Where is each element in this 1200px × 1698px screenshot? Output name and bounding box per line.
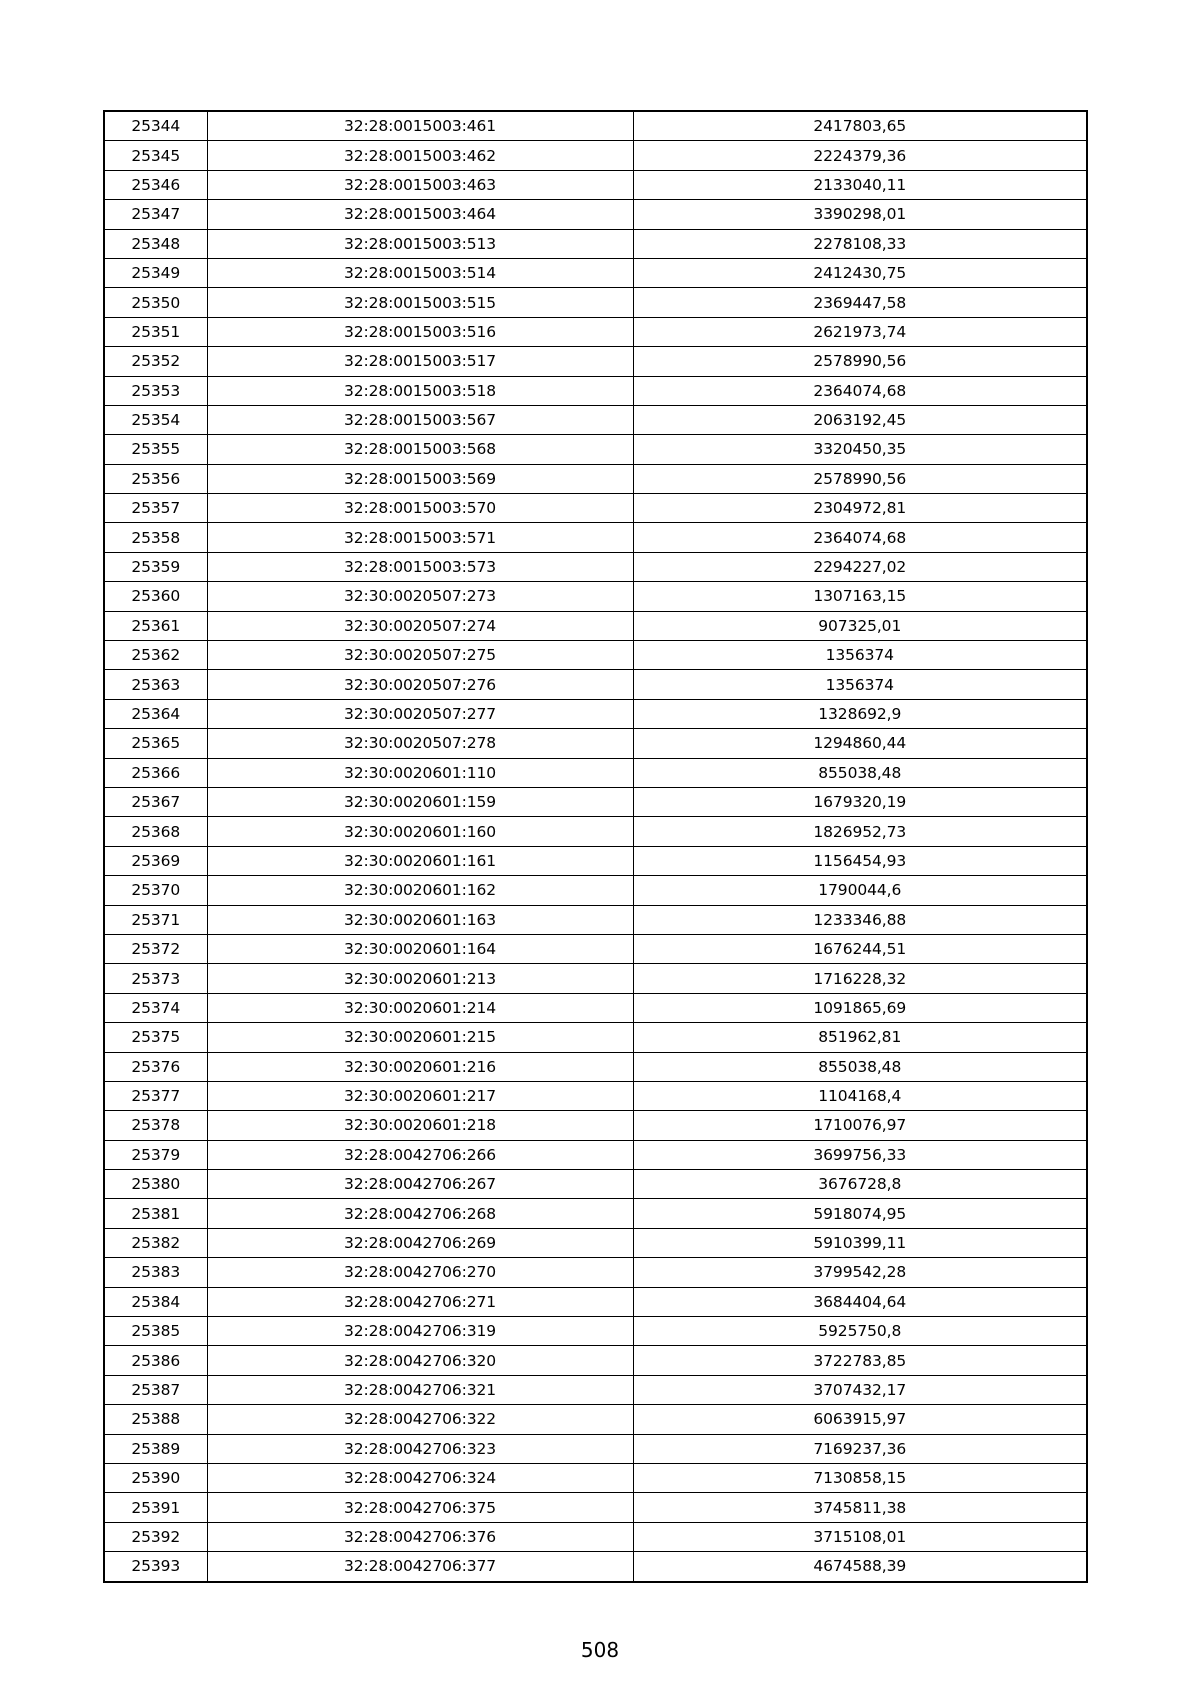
table-row [104,1552,1087,1582]
row-number-cell: 25386 [104,1346,207,1375]
cadastral-number-cell: 32:30:0020507:273 [207,582,633,611]
table-row [104,405,1087,434]
table-row [104,317,1087,346]
cadastral-number-cell: 32:30:0020601:164 [207,934,633,963]
value-cell: 2224379,36 [633,141,1087,170]
cadastral-number-cell: 32:30:0020507:278 [207,729,633,758]
cadastral-number-cell: 32:28:0015003:464 [207,200,633,229]
cadastral-number-cell: 32:28:0042706:320 [207,1346,633,1375]
table-row [104,464,1087,493]
cadastral-number-cell: 32:28:0015003:567 [207,405,633,434]
value-cell: 2369447,58 [633,288,1087,317]
cadastral-number-cell: 32:28:0015003:570 [207,494,633,523]
row-number-cell: 25348 [104,229,207,258]
cadastral-number-cell: 32:28:0042706:323 [207,1434,633,1463]
row-number-cell: 25370 [104,876,207,905]
cadastral-number-cell: 32:30:0020601:213 [207,964,633,993]
row-number-cell: 25387 [104,1375,207,1404]
row-number-cell: 25381 [104,1199,207,1228]
table-row [104,758,1087,787]
value-cell: 3320450,35 [633,435,1087,464]
table-row [104,1111,1087,1140]
value-cell: 5910399,11 [633,1228,1087,1257]
value-cell: 7169237,36 [633,1434,1087,1463]
table-row [104,1052,1087,1081]
table-row [104,494,1087,523]
row-number-cell: 25363 [104,670,207,699]
table-row [104,817,1087,846]
cadastral-number-cell: 32:28:0015003:461 [207,111,633,141]
cadastral-number-cell: 32:30:0020601:218 [207,1111,633,1140]
value-cell: 1356374 [633,670,1087,699]
cadastral-number-cell: 32:28:0042706:322 [207,1405,633,1434]
row-number-cell: 25368 [104,817,207,846]
value-cell: 3722783,85 [633,1346,1087,1375]
value-cell: 1790044,6 [633,876,1087,905]
cadastral-number-cell: 32:28:0015003:515 [207,288,633,317]
table-row [104,288,1087,317]
value-cell: 2063192,45 [633,405,1087,434]
table-row [104,905,1087,934]
table-row [104,1463,1087,1492]
table-row [104,229,1087,258]
value-cell: 7130858,15 [633,1463,1087,1492]
row-number-cell: 25383 [104,1258,207,1287]
row-number-cell: 25379 [104,1140,207,1169]
cadastral-number-cell: 32:28:0015003:462 [207,141,633,170]
value-cell: 1156454,93 [633,846,1087,875]
cadastral-number-cell: 32:30:0020507:277 [207,699,633,728]
row-number-cell: 25392 [104,1522,207,1551]
row-number-cell: 25393 [104,1552,207,1582]
table-row [104,1023,1087,1052]
row-number-cell: 25347 [104,200,207,229]
row-number-cell: 25362 [104,641,207,670]
cadastral-number-cell: 32:28:0042706:271 [207,1287,633,1316]
cadastral-number-cell: 32:30:0020507:276 [207,670,633,699]
table-row [104,1228,1087,1257]
value-cell: 2278108,33 [633,229,1087,258]
value-cell: 907325,01 [633,611,1087,640]
value-cell: 3684404,64 [633,1287,1087,1316]
cadastral-number-cell: 32:28:0015003:571 [207,523,633,552]
row-number-cell: 25358 [104,523,207,552]
cadastral-number-cell: 32:28:0015003:568 [207,435,633,464]
table-row [104,787,1087,816]
value-cell: 2133040,11 [633,170,1087,199]
registry-table [103,110,1088,1583]
table-row [104,141,1087,170]
row-number-cell: 25375 [104,1023,207,1052]
table-row [104,1522,1087,1551]
cadastral-number-cell: 32:28:0042706:266 [207,1140,633,1169]
value-cell: 2417803,65 [633,111,1087,141]
row-number-cell: 25372 [104,934,207,963]
row-number-cell: 25378 [104,1111,207,1140]
row-number-cell: 25380 [104,1170,207,1199]
table-row [104,582,1087,611]
table-row [104,670,1087,699]
value-cell: 4674588,39 [633,1552,1087,1582]
row-number-cell: 25355 [104,435,207,464]
row-number-cell: 25369 [104,846,207,875]
cadastral-number-cell: 32:28:0042706:269 [207,1228,633,1257]
page-number: 508 [580,1638,620,1662]
table-row [104,111,1087,141]
cadastral-number-cell: 32:30:0020601:161 [207,846,633,875]
value-cell: 1328692,9 [633,699,1087,728]
row-number-cell: 25360 [104,582,207,611]
value-cell: 1826952,73 [633,817,1087,846]
cadastral-number-cell: 32:28:0042706:321 [207,1375,633,1404]
value-cell: 5925750,8 [633,1317,1087,1346]
table-row [104,964,1087,993]
cadastral-number-cell: 32:30:0020601:162 [207,876,633,905]
table-row [104,1140,1087,1169]
row-number-cell: 25365 [104,729,207,758]
cadastral-number-cell: 32:28:0015003:463 [207,170,633,199]
value-cell: 1091865,69 [633,993,1087,1022]
row-number-cell: 25374 [104,993,207,1022]
cadastral-number-cell: 32:28:0042706:267 [207,1170,633,1199]
value-cell: 1710076,97 [633,1111,1087,1140]
value-cell: 3745811,38 [633,1493,1087,1522]
table-row [104,552,1087,581]
value-cell: 855038,48 [633,758,1087,787]
table-row [104,846,1087,875]
cadastral-number-cell: 32:30:0020601:215 [207,1023,633,1052]
table-row [104,1317,1087,1346]
row-number-cell: 25349 [104,258,207,287]
cadastral-number-cell: 32:28:0042706:268 [207,1199,633,1228]
table-row [104,347,1087,376]
value-cell: 6063915,97 [633,1405,1087,1434]
value-cell: 2578990,56 [633,347,1087,376]
cadastral-number-cell: 32:30:0020601:217 [207,1081,633,1110]
cadastral-number-cell: 32:28:0042706:324 [207,1463,633,1492]
table-row [104,699,1087,728]
row-number-cell: 25366 [104,758,207,787]
cadastral-number-cell: 32:28:0042706:375 [207,1493,633,1522]
cadastral-number-cell: 32:30:0020601:110 [207,758,633,787]
row-number-cell: 25367 [104,787,207,816]
row-number-cell: 25353 [104,376,207,405]
row-number-cell: 25359 [104,552,207,581]
table-row [104,1493,1087,1522]
table-row [104,435,1087,464]
table-row [104,934,1087,963]
value-cell: 2578990,56 [633,464,1087,493]
value-cell: 2621973,74 [633,317,1087,346]
cadastral-number-cell: 32:30:0020601:160 [207,817,633,846]
row-number-cell: 25384 [104,1287,207,1316]
row-number-cell: 25350 [104,288,207,317]
row-number-cell: 25385 [104,1317,207,1346]
row-number-cell: 25357 [104,494,207,523]
value-cell: 1679320,19 [633,787,1087,816]
row-number-cell: 25391 [104,1493,207,1522]
cadastral-number-cell: 32:30:0020507:275 [207,641,633,670]
value-cell: 5918074,95 [633,1199,1087,1228]
table-row [104,611,1087,640]
value-cell: 3799542,28 [633,1258,1087,1287]
cadastral-number-cell: 32:28:0015003:518 [207,376,633,405]
cadastral-number-cell: 32:28:0015003:517 [207,347,633,376]
row-number-cell: 25354 [104,405,207,434]
value-cell: 1104168,4 [633,1081,1087,1110]
table-row [104,1375,1087,1404]
value-cell: 3707432,17 [633,1375,1087,1404]
row-number-cell: 25376 [104,1052,207,1081]
table-row [104,200,1087,229]
value-cell: 3715108,01 [633,1522,1087,1551]
table-row [104,523,1087,552]
table-row [104,1258,1087,1287]
table-row [104,1081,1087,1110]
row-number-cell: 25356 [104,464,207,493]
cadastral-number-cell: 32:30:0020601:159 [207,787,633,816]
row-number-cell: 25389 [104,1434,207,1463]
row-number-cell: 25371 [104,905,207,934]
table-row [104,729,1087,758]
value-cell: 855038,48 [633,1052,1087,1081]
value-cell: 2304972,81 [633,494,1087,523]
table-row [104,993,1087,1022]
cadastral-number-cell: 32:28:0015003:513 [207,229,633,258]
table-row [104,170,1087,199]
value-cell: 1676244,51 [633,934,1087,963]
cadastral-number-cell: 32:28:0042706:319 [207,1317,633,1346]
row-number-cell: 25382 [104,1228,207,1257]
table-row [104,258,1087,287]
table-row [104,876,1087,905]
row-number-cell: 25351 [104,317,207,346]
cadastral-number-cell: 32:30:0020601:216 [207,1052,633,1081]
cadastral-number-cell: 32:28:0015003:573 [207,552,633,581]
row-number-cell: 25390 [104,1463,207,1492]
row-number-cell: 25344 [104,111,207,141]
cadastral-number-cell: 32:30:0020601:163 [207,905,633,934]
table-row [104,376,1087,405]
row-number-cell: 25352 [104,347,207,376]
value-cell: 2364074,68 [633,376,1087,405]
value-cell: 1233346,88 [633,905,1087,934]
table-row [104,1287,1087,1316]
value-cell: 1307163,15 [633,582,1087,611]
value-cell: 3676728,8 [633,1170,1087,1199]
cadastral-number-cell: 32:28:0015003:516 [207,317,633,346]
value-cell: 1356374 [633,641,1087,670]
table-row [104,641,1087,670]
cadastral-number-cell: 32:28:0042706:377 [207,1552,633,1582]
cadastral-number-cell: 32:28:0015003:569 [207,464,633,493]
table-row [104,1170,1087,1199]
value-cell: 2364074,68 [633,523,1087,552]
table-row [104,1405,1087,1434]
cadastral-number-cell: 32:28:0042706:270 [207,1258,633,1287]
table-row [104,1199,1087,1228]
registry-table-body [104,111,1087,1582]
value-cell: 2412430,75 [633,258,1087,287]
row-number-cell: 25377 [104,1081,207,1110]
cadastral-number-cell: 32:28:0042706:376 [207,1522,633,1551]
row-number-cell: 25373 [104,964,207,993]
row-number-cell: 25346 [104,170,207,199]
cadastral-number-cell: 32:28:0015003:514 [207,258,633,287]
cadastral-number-cell: 32:30:0020601:214 [207,993,633,1022]
table-row [104,1346,1087,1375]
value-cell: 2294227,02 [633,552,1087,581]
row-number-cell: 25361 [104,611,207,640]
row-number-cell: 25345 [104,141,207,170]
row-number-cell: 25364 [104,699,207,728]
value-cell: 3699756,33 [633,1140,1087,1169]
value-cell: 851962,81 [633,1023,1087,1052]
cadastral-number-cell: 32:30:0020507:274 [207,611,633,640]
value-cell: 1716228,32 [633,964,1087,993]
row-number-cell: 25388 [104,1405,207,1434]
value-cell: 1294860,44 [633,729,1087,758]
value-cell: 3390298,01 [633,200,1087,229]
table-row [104,1434,1087,1463]
